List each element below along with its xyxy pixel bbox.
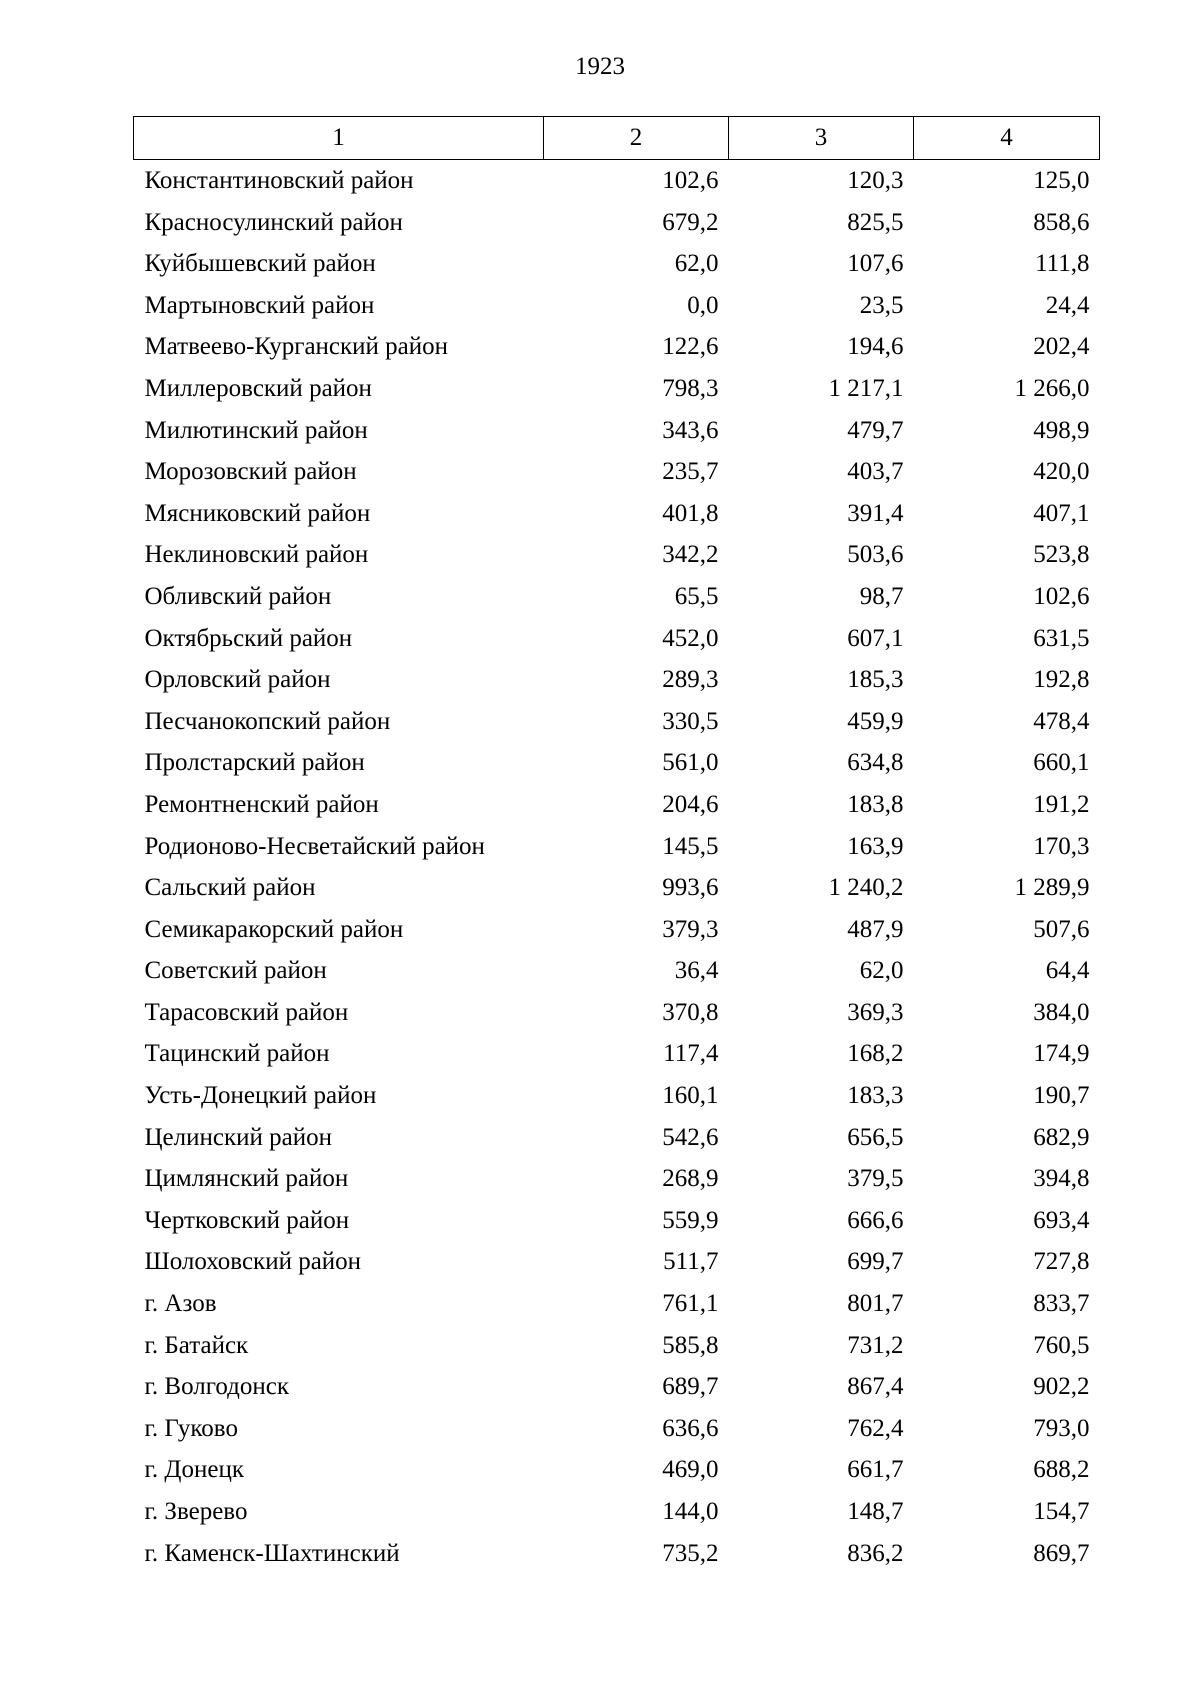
row-col4-cell: 902,2 <box>1033 1373 1090 1401</box>
row-col3-cell: 762,4 <box>847 1414 904 1442</box>
table-row <box>134 534 1100 576</box>
table-row <box>134 160 1100 202</box>
row-col2-cell: 636,6 <box>662 1414 719 1442</box>
table-row <box>134 326 1100 368</box>
row-col3-cell: 479,7 <box>847 416 904 444</box>
header-col-1: 1 <box>134 117 544 160</box>
row-col4-cell: 858,6 <box>1033 208 1090 236</box>
table-row <box>134 742 1100 784</box>
row-name-cell: г. Донецк <box>144 1456 244 1484</box>
row-col4-cell: 727,8 <box>1033 1248 1090 1276</box>
row-col4-cell: 170,3 <box>1033 832 1090 860</box>
table-row <box>134 1491 1100 1533</box>
row-col4-cell: 191,2 <box>1033 790 1090 818</box>
table-row <box>134 1408 1100 1450</box>
row-col3-cell: 369,3 <box>847 998 904 1026</box>
row-name-cell: Мясниковский район <box>144 499 371 527</box>
row-col2-cell: 798,3 <box>662 374 719 402</box>
row-col2-cell: 452,0 <box>662 624 719 652</box>
row-name-cell: Шолоховский район <box>144 1248 362 1276</box>
row-name-cell: Семикаракорский район <box>144 915 404 943</box>
row-col2-cell: 62,0 <box>674 250 719 278</box>
table-row <box>134 618 1100 660</box>
row-col4-cell: 1 289,9 <box>1014 874 1090 902</box>
row-col3-cell: 656,5 <box>847 1123 904 1151</box>
row-col3-cell: 120,3 <box>847 167 904 194</box>
row-name-cell: Октябрьский район <box>144 624 353 652</box>
row-col2-cell: 343,6 <box>662 416 719 444</box>
table-row <box>134 285 1100 327</box>
row-col3-cell: 148,7 <box>847 1498 904 1525</box>
row-col4-cell: 202,4 <box>1033 333 1090 361</box>
row-col2-cell: 160,1 <box>662 1082 719 1110</box>
row-col4-cell: 394,8 <box>1033 1165 1090 1193</box>
table-row <box>134 992 1100 1034</box>
row-col2-cell: 122,6 <box>662 333 719 361</box>
data-table <box>133 116 1100 1574</box>
data-table-container <box>133 116 1099 1574</box>
row-col4-cell: 125,0 <box>1033 167 1090 194</box>
row-col3-cell: 867,4 <box>847 1373 904 1401</box>
table-row <box>134 1033 1100 1075</box>
row-name-cell: Обливский район <box>144 582 332 610</box>
row-col3-cell: 98,7 <box>859 582 904 610</box>
row-col4-cell: 1 266,0 <box>1014 374 1090 402</box>
row-col3-cell: 836,2 <box>847 1539 904 1567</box>
row-name-cell: Орловский район <box>144 666 331 694</box>
table-row <box>134 1075 1100 1117</box>
row-name-cell: Красносулинский район <box>144 208 403 236</box>
row-col2-cell: 0,0 <box>687 291 719 319</box>
table-row <box>134 867 1100 909</box>
row-name-cell: Чертковский район <box>144 1206 350 1234</box>
row-col4-cell: 793,0 <box>1033 1414 1090 1442</box>
row-col2-cell: 735,2 <box>662 1539 719 1567</box>
row-col4-cell: 24,4 <box>1045 291 1090 319</box>
row-name-cell: Сальский район <box>144 874 316 902</box>
row-col2-cell: 689,7 <box>662 1373 719 1401</box>
row-col3-cell: 403,7 <box>847 458 904 486</box>
row-name-cell: г. Зверево <box>144 1498 248 1525</box>
row-col4-cell: 111,8 <box>1035 250 1090 278</box>
table-row <box>134 1366 1100 1408</box>
row-name-cell: Усть-Донецкий район <box>144 1082 377 1110</box>
row-col4-cell: 693,4 <box>1033 1206 1090 1234</box>
row-col2-cell: 117,4 <box>663 1040 719 1068</box>
row-name-cell: г. Гуково <box>144 1414 238 1442</box>
row-name-cell: Матвеево-Курганский район <box>144 333 449 361</box>
row-col4-cell: 833,7 <box>1033 1290 1090 1318</box>
row-col3-cell: 1 240,2 <box>828 874 904 902</box>
row-col3-cell: 183,8 <box>847 790 904 818</box>
row-col3-cell: 666,6 <box>847 1206 904 1234</box>
row-col2-cell: 993,6 <box>662 874 719 902</box>
row-col2-cell: 36,4 <box>674 957 719 985</box>
row-col2-cell: 102,6 <box>662 167 719 194</box>
row-col2-cell: 145,5 <box>662 832 719 860</box>
row-col2-cell: 204,6 <box>662 790 719 818</box>
row-col4-cell: 682,9 <box>1033 1123 1090 1151</box>
row-col3-cell: 1 217,1 <box>828 374 904 402</box>
row-col4-cell: 523,8 <box>1033 541 1090 569</box>
row-name-cell: Неклиновский район <box>144 541 369 569</box>
row-col2-cell: 235,7 <box>662 458 719 486</box>
row-col4-cell: 174,9 <box>1033 1040 1090 1068</box>
row-name-cell: г. Каменск-Шахтинский <box>144 1539 400 1567</box>
table-row <box>134 1533 1100 1575</box>
row-col3-cell: 487,9 <box>847 915 904 943</box>
row-col2-cell: 401,8 <box>662 499 719 527</box>
row-name-cell: Тарасовский район <box>144 998 349 1026</box>
row-col3-cell: 607,1 <box>847 624 904 652</box>
row-col3-cell: 168,2 <box>847 1040 904 1068</box>
header-col-4: 4 <box>914 117 1100 160</box>
row-col3-cell: 107,6 <box>847 250 904 278</box>
row-col2-cell: 342,2 <box>662 541 719 569</box>
row-col4-cell: 660,1 <box>1033 749 1090 777</box>
row-col3-cell: 699,7 <box>847 1248 904 1276</box>
page-number: 1923 <box>575 53 625 80</box>
row-col2-cell: 679,2 <box>662 208 719 236</box>
table-row <box>134 243 1100 285</box>
table-row <box>134 1200 1100 1242</box>
row-col4-cell: 688,2 <box>1033 1456 1090 1484</box>
row-col3-cell: 62,0 <box>859 957 904 985</box>
row-name-cell: Целинский район <box>144 1123 332 1151</box>
table-row <box>134 701 1100 743</box>
table-header <box>134 117 1100 160</box>
table-row <box>134 451 1100 493</box>
row-col3-cell: 801,7 <box>847 1290 904 1318</box>
table-row <box>134 1325 1100 1367</box>
row-col2-cell: 561,0 <box>662 749 719 777</box>
row-name-cell: Константиновский район <box>144 167 414 194</box>
row-name-cell: Цимлянский район <box>144 1165 349 1193</box>
row-col3-cell: 183,3 <box>847 1082 904 1110</box>
table-row <box>134 784 1100 826</box>
row-col2-cell: 289,3 <box>662 666 719 694</box>
table-row <box>134 659 1100 701</box>
row-col2-cell: 511,7 <box>663 1248 719 1276</box>
row-name-cell: Ремонтненский район <box>144 790 379 818</box>
row-name-cell: г. Азов <box>144 1290 217 1318</box>
row-col4-cell: 507,6 <box>1033 915 1090 943</box>
row-col2-cell: 542,6 <box>662 1123 719 1151</box>
row-col4-cell: 407,1 <box>1033 499 1090 527</box>
row-col2-cell: 330,5 <box>662 707 719 735</box>
row-col3-cell: 503,6 <box>847 541 904 569</box>
row-name-cell: г. Волгодонск <box>144 1373 290 1401</box>
row-col4-cell: 384,0 <box>1033 998 1090 1026</box>
row-name-cell: Советский район <box>144 957 327 985</box>
row-name-cell: Милютинский район <box>144 416 368 444</box>
row-name-cell: Пролстарский район <box>144 749 365 777</box>
row-col4-cell: 760,5 <box>1033 1331 1090 1359</box>
row-name-cell: Морозовский район <box>144 458 357 486</box>
table-row <box>134 950 1100 992</box>
row-col2-cell: 65,5 <box>674 582 719 610</box>
table-row <box>134 1158 1100 1200</box>
row-col2-cell: 469,0 <box>662 1456 719 1484</box>
row-col2-cell: 268,9 <box>662 1165 719 1193</box>
row-col3-cell: 163,9 <box>847 832 904 860</box>
table-row <box>134 410 1100 452</box>
row-name-cell: Родионово-Несветайский район <box>144 832 485 860</box>
row-col4-cell: 190,7 <box>1033 1082 1090 1110</box>
header-col-3: 3 <box>729 117 914 160</box>
row-col2-cell: 585,8 <box>662 1331 719 1359</box>
row-col4-cell: 478,4 <box>1033 707 1090 735</box>
row-name-cell: Песчанокопский район <box>144 707 391 735</box>
table-row <box>134 826 1100 868</box>
row-name-cell: Тацинский район <box>144 1040 330 1068</box>
row-col2-cell: 379,3 <box>662 915 719 943</box>
row-col4-cell: 192,8 <box>1033 666 1090 694</box>
row-col3-cell: 731,2 <box>847 1331 904 1359</box>
table-row <box>134 576 1100 618</box>
table-row <box>134 1241 1100 1283</box>
table-body <box>134 160 1100 1575</box>
row-col3-cell: 459,9 <box>847 707 904 735</box>
table-row <box>134 1449 1100 1491</box>
header-row <box>134 117 1100 160</box>
table-row <box>134 1117 1100 1159</box>
row-col4-cell: 498,9 <box>1033 416 1090 444</box>
row-col3-cell: 185,3 <box>847 666 904 694</box>
row-col4-cell: 102,6 <box>1033 582 1090 610</box>
row-name-cell: Миллеровский район <box>144 374 372 402</box>
header-col-2: 2 <box>544 117 729 160</box>
row-col3-cell: 23,5 <box>859 291 904 319</box>
row-col4-cell: 420,0 <box>1033 458 1090 486</box>
row-col4-cell: 154,7 <box>1033 1498 1090 1525</box>
table-row <box>134 909 1100 951</box>
table-row <box>134 202 1100 244</box>
table-row <box>134 368 1100 410</box>
row-col4-cell: 64,4 <box>1045 957 1090 985</box>
row-name-cell: Мартыновский район <box>144 291 375 319</box>
row-col4-cell: 631,5 <box>1033 624 1090 652</box>
row-col2-cell: 761,1 <box>662 1290 719 1318</box>
row-col3-cell: 661,7 <box>847 1456 904 1484</box>
row-col3-cell: 634,8 <box>847 749 904 777</box>
row-col3-cell: 194,6 <box>847 333 904 361</box>
row-col4-cell: 869,7 <box>1033 1539 1090 1567</box>
table-row <box>134 1283 1100 1325</box>
row-name-cell: Куйбышевский район <box>144 250 376 278</box>
row-col3-cell: 825,5 <box>847 208 904 236</box>
row-col2-cell: 144,0 <box>662 1498 719 1525</box>
row-col2-cell: 559,9 <box>662 1206 719 1234</box>
row-name-cell: г. Батайск <box>144 1331 249 1359</box>
table-row <box>134 493 1100 535</box>
row-col3-cell: 391,4 <box>847 499 904 527</box>
row-col2-cell: 370,8 <box>662 998 719 1026</box>
row-col3-cell: 379,5 <box>847 1165 904 1193</box>
